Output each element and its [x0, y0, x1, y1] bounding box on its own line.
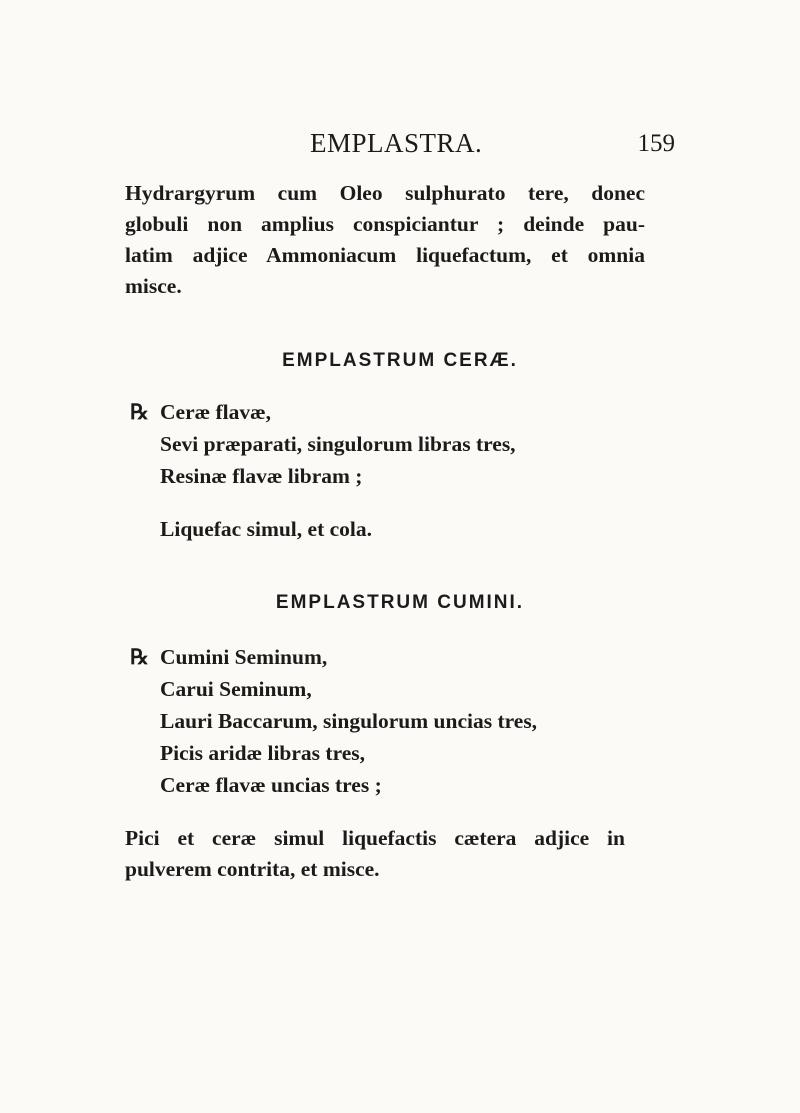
recipe-symbol-icon: ℞: [130, 645, 149, 669]
intro-paragraph: [125, 178, 645, 302]
text-line: pulverem contrita, et misce.: [125, 857, 380, 881]
page-number: 159: [637, 130, 675, 157]
text-line: latim adjice Ammoniacum liquefactum, et omnia: [125, 243, 645, 267]
instruction-cumini: [125, 823, 625, 885]
text-line: Hydrargyrum cum Oleo sulphurato tere, donec: [125, 181, 645, 205]
recipe-symbol-icon: ℞: [130, 400, 149, 424]
text-line: globuli non amplius conspiciantur ; deinde pau-: [125, 212, 645, 236]
instruction-cerae: Liquefac simul, et cola.: [160, 517, 372, 541]
ingredient-line: Picis aridæ libras tres,: [160, 741, 366, 765]
text-line: Pici et ceræ simul liquefactis cætera adjice in: [125, 826, 625, 850]
ingredient-line: Sevi præparati, singulorum libras tres,: [160, 432, 516, 456]
ingredient-line: Lauri Baccarum, singulorum uncias tres,: [160, 709, 538, 733]
ingredient-line: Cumini Seminum,: [160, 645, 328, 669]
running-head: [125, 128, 675, 168]
ingredient-line: Resinæ flavæ libram ;: [160, 464, 363, 488]
ingredient-line: Ceræ flavæ uncias tres ;: [160, 773, 382, 797]
ingredient-line: Carui Seminum,: [160, 677, 312, 701]
ingredient-line: Ceræ flavæ,: [160, 400, 272, 424]
section-heading-cerae: EMPLASTRUM CERÆ.: [282, 350, 518, 371]
text-line: misce.: [125, 274, 182, 298]
running-title: EMPLASTRA.: [310, 128, 483, 158]
section-heading-cumini: EMPLASTRUM CUMINI.: [275, 592, 525, 613]
ingredient-list: [160, 641, 680, 801]
ingredient-list: [160, 396, 680, 492]
